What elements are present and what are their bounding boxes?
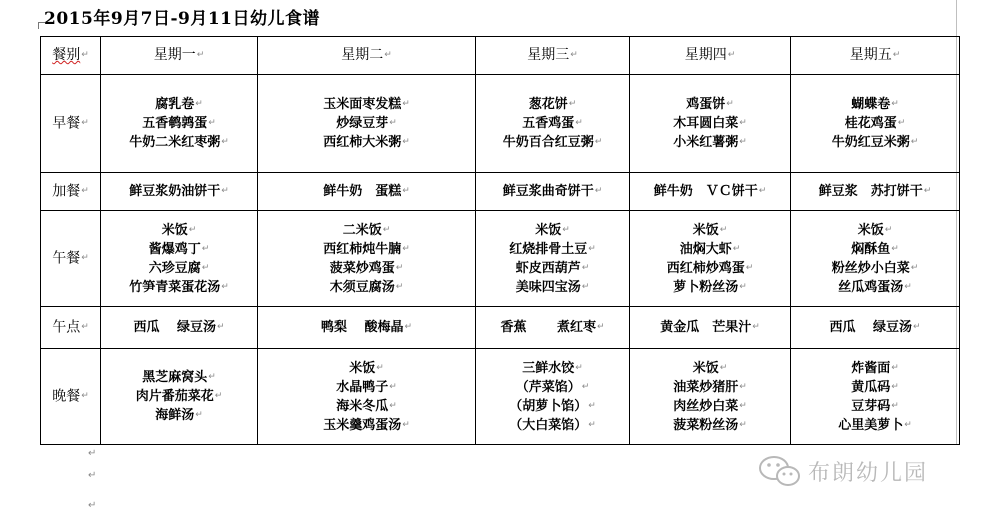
menu-cell [258, 173, 476, 211]
menu-cell [258, 349, 476, 445]
dish-item: 玉米面枣发糕↵ [323, 97, 410, 112]
dish-text: 米饭 [161, 222, 188, 238]
dish-item: 鲜豆浆奶油饼干↵ [129, 184, 229, 199]
dish-item: 米饭↵ [535, 222, 570, 238]
dish-text: 海米冬瓜 [336, 398, 389, 414]
header-label: 星期二 [341, 47, 384, 63]
header-label: 星期三 [527, 47, 570, 63]
menu-cell [258, 211, 476, 307]
dish-item: 炸酱面↵ [851, 360, 899, 376]
dish-item: 丝瓜鸡蛋汤↵ [838, 279, 912, 295]
meal-label-text: 早餐 [52, 115, 81, 132]
dish-text: 西红柿大米粥 [323, 135, 402, 150]
dish-item: （胡萝卜馅）↵ [509, 398, 596, 414]
dish-text: 粉丝炒小白菜 [831, 260, 910, 276]
header-wednesday: 星期三↵ [476, 37, 630, 75]
dish-item: 酱爆鸡丁↵ [148, 241, 210, 257]
dish-item: 五香鸡蛋↵ [522, 116, 583, 131]
dish-text: 米饭 [349, 360, 376, 376]
header-row [41, 37, 960, 75]
dish-item: 葱花饼↵ [528, 97, 577, 112]
menu-cell [258, 75, 476, 173]
header-tuesday: 星期二↵ [258, 37, 476, 75]
dish-text: 牛奶百合红豆粥 [502, 135, 594, 150]
dish-text: 木耳圆白菜 [673, 116, 739, 131]
dish-item: 炒绿豆芽↵ [336, 116, 397, 131]
dish-item: 油菜炒猪肝↵ [673, 379, 747, 395]
dish-item: 粉丝炒小白菜↵ [831, 260, 919, 276]
dish-text: 腐乳卷 [155, 97, 195, 112]
dish-item: 西红柿炒鸡蛋↵ [666, 260, 754, 276]
dish-text: 心里美萝卜 [838, 417, 904, 433]
menu-cell [630, 75, 791, 173]
meal-label-text: 午点 [52, 319, 81, 336]
dish-text: 菠菜粉丝汤 [673, 417, 739, 433]
dish-text: 鸡蛋饼 [686, 97, 726, 112]
dish-item: 牛奶二米红枣粥↵ [129, 135, 229, 150]
dish-item: 米饭↵ [349, 360, 384, 376]
dish-text: 海鲜汤 [155, 408, 195, 423]
dish-item: 豆芽码↵ [851, 398, 899, 414]
dish-item: 西瓜 绿豆汤↵ [829, 320, 921, 335]
header-label: 星期一 [153, 47, 196, 63]
dish-item: 美味四宝汤↵ [515, 279, 590, 295]
paragraph-mark: ↵ [88, 500, 97, 511]
dish-text: 水晶鸭子 [336, 379, 389, 395]
menu-cell [476, 211, 630, 307]
meal-label: 午餐↵ [41, 211, 101, 307]
paragraph-mark: ↵ [88, 448, 97, 459]
dish-text: 鲜豆浆 苏打饼干 [818, 184, 923, 199]
dish-text: 黑芝麻窝头 [142, 370, 208, 385]
dish-item: 玉米羹鸡蛋汤↵ [323, 417, 410, 433]
header-label: 星期四 [684, 47, 727, 63]
menu-cell [630, 307, 791, 349]
dish-item: 鲜豆浆 苏打饼干↵ [818, 184, 932, 199]
dish-item: 萝卜粉丝汤↵ [673, 279, 747, 295]
dish-text: 萝卜粉丝汤 [673, 279, 739, 295]
dish-item: 牛奶百合红豆粥↵ [502, 135, 603, 150]
menu-cell [630, 349, 791, 445]
header-monday: 星期一↵ [101, 37, 258, 75]
menu-cell [791, 173, 960, 211]
dish-text: 鲜牛奶 ＶＣ饼干 [653, 184, 758, 199]
dish-item: 西红柿大米粥↵ [323, 135, 410, 150]
meal-label-text: 晚餐 [52, 388, 81, 405]
menu-cell [101, 173, 258, 211]
meal-label: 晚餐↵ [41, 349, 101, 445]
dish-text: 米饭 [535, 222, 562, 238]
dish-item: 木耳圆白菜↵ [673, 116, 747, 131]
dish-text: 油菜炒猪肝 [673, 379, 739, 395]
dish-text: 五香鹌鹑蛋 [142, 116, 208, 131]
dish-text: 米饭 [857, 222, 884, 238]
dish-item: 水晶鸭子↵ [336, 379, 397, 395]
menu-cell [476, 173, 630, 211]
dish-text: 炸酱面 [851, 360, 891, 376]
dish-item: 焖酥鱼↵ [851, 241, 899, 257]
menu-cell [791, 75, 960, 173]
dish-text: 牛奶二米红枣粥 [129, 135, 221, 150]
dish-item: 米饭↵ [857, 222, 893, 238]
dish-item: 心里美萝卜↵ [838, 417, 912, 433]
weekly-menu-table [40, 36, 960, 445]
dish-text: 黄金瓜 芒果汁 [660, 320, 752, 335]
meal-row [41, 75, 960, 173]
dish-item: 腐乳卷↵ [155, 97, 203, 112]
dish-text: 小米红薯粥 [673, 135, 739, 150]
dish-item: 米饭↵ [161, 222, 197, 238]
dish-item: 鲜牛奶 ＶＣ饼干↵ [653, 184, 767, 199]
dish-item: 蝴蝶卷↵ [851, 97, 899, 112]
dish-item: 菠菜炒鸡蛋↵ [329, 260, 404, 276]
dish-text: （胡萝卜馅） [509, 398, 588, 414]
header-thursday: 星期四↵ [630, 37, 791, 75]
dish-item: 桂花鸡蛋↵ [844, 116, 906, 131]
dish-text: 油焖大虾 [679, 241, 732, 257]
dish-item: 西红柿炖牛腩↵ [323, 241, 410, 257]
paragraph-mark: ↵ [88, 470, 97, 481]
wechat-logo-icon [758, 454, 802, 488]
dish-text: 葱花饼 [528, 97, 568, 112]
dish-item: 米饭↵ [692, 222, 728, 238]
dish-text: 酱爆鸡丁 [148, 241, 201, 257]
dish-text: 丝瓜鸡蛋汤 [838, 279, 904, 295]
dish-text: 玉米羹鸡蛋汤 [323, 417, 402, 433]
page-title: 2015年9月7日-9月11日幼儿食谱 [44, 9, 321, 29]
dish-text: 三鲜水饺 [522, 360, 575, 376]
meal-row [41, 173, 960, 211]
dish-item: 六珍豆腐↵ [148, 260, 210, 276]
dish-text: 菠菜炒鸡蛋 [329, 260, 395, 276]
dish-item: 虾皮西葫芦↵ [515, 260, 590, 276]
dish-text: 鲜豆浆奶油饼干 [129, 184, 221, 199]
dish-item: 鲜豆浆曲奇饼干↵ [502, 184, 603, 199]
menu-cell [101, 75, 258, 173]
menu-cell [258, 307, 476, 349]
meal-row [41, 307, 960, 349]
dish-item: 鸭梨 酸梅晶↵ [320, 320, 413, 335]
dish-text: 豆芽码 [851, 398, 891, 414]
meal-row [41, 211, 960, 307]
meal-label: 午点↵ [41, 307, 101, 349]
menu-cell [791, 211, 960, 307]
dish-text: 玉米面枣发糕 [323, 97, 402, 112]
dish-item: 鲜牛奶 蛋糕↵ [323, 184, 410, 199]
dish-item: 小米红薯粥↵ [673, 135, 747, 150]
dish-text: 西瓜 绿豆汤 [133, 320, 216, 335]
dish-text: 西瓜 绿豆汤 [829, 320, 912, 335]
dish-text: 肉片番茄菜花 [135, 389, 214, 404]
menu-cell [101, 211, 258, 307]
menu-cell [630, 211, 791, 307]
dish-item: 五香鹌鹑蛋↵ [142, 116, 216, 131]
watermark [758, 454, 928, 488]
dish-item: 西瓜 绿豆汤↵ [133, 320, 225, 335]
meal-label-text: 午餐 [52, 250, 81, 267]
dish-item: 二米饭↵ [342, 222, 391, 238]
dish-item: 黄金瓜 芒果汁↵ [660, 320, 760, 335]
dish-text: 肉丝炒白菜 [673, 398, 739, 414]
dish-item: 香蕉 煮红枣↵ [500, 320, 605, 335]
dish-text: 竹笋青菜蛋花汤 [129, 279, 221, 295]
dish-text: 黄瓜码 [851, 379, 891, 395]
dish-text: 西红柿炒鸡蛋 [666, 260, 745, 276]
menu-cell [476, 75, 630, 173]
dish-item: 木须豆腐汤↵ [329, 279, 404, 295]
dish-text: 香蕉 煮红枣 [500, 320, 596, 335]
dish-item: 海鲜汤↵ [155, 408, 203, 423]
dish-text: 蝴蝶卷 [851, 97, 891, 112]
dish-item: 米饭↵ [692, 360, 728, 376]
dish-text: 虾皮西葫芦 [515, 260, 581, 276]
dish-item: 油焖大虾↵ [679, 241, 741, 257]
menu-cell [101, 349, 258, 445]
dish-text: 木须豆腐汤 [329, 279, 395, 295]
dish-text: 红烧排骨土豆 [509, 241, 588, 257]
menu-cell [791, 349, 960, 445]
dish-text: 牛奶红豆米粥 [831, 135, 910, 150]
meal-label-text: 加餐 [52, 183, 81, 200]
header-friday: 星期五↵ [791, 37, 960, 75]
dish-text: 焖酥鱼 [851, 241, 891, 257]
dish-text: （大白菜馅） [509, 417, 588, 433]
dish-item: 三鲜水饺↵ [522, 360, 583, 376]
dish-item: （大白菜馅）↵ [509, 417, 596, 433]
dish-text: 西红柿炖牛腩 [323, 241, 402, 257]
header-label: 星期五 [849, 47, 892, 63]
dish-text: 米饭 [692, 360, 719, 376]
dish-text: 五香鸡蛋 [522, 116, 575, 131]
dish-item: 菠菜粉丝汤↵ [673, 417, 747, 433]
meal-row [41, 349, 960, 445]
dish-text: 炒绿豆芽 [336, 116, 389, 131]
dish-text: 鲜豆浆曲奇饼干 [502, 184, 594, 199]
dish-item: 海米冬瓜↵ [336, 398, 397, 414]
meal-label: 加餐↵ [41, 173, 101, 211]
dish-item: 竹笋青菜蛋花汤↵ [129, 279, 229, 295]
menu-cell [630, 173, 791, 211]
dish-item: 黄瓜码↵ [851, 379, 899, 395]
menu-cell [476, 349, 630, 445]
dish-text: 米饭 [692, 222, 719, 238]
header-meal-type: 餐别↵ [41, 37, 101, 75]
dish-text: 鲜牛奶 蛋糕 [323, 184, 402, 199]
dish-item: （芹菜馅）↵ [515, 379, 590, 395]
dish-text: 六珍豆腐 [148, 260, 201, 276]
dish-item: 黑芝麻窝头↵ [142, 370, 216, 385]
dish-text: 二米饭 [342, 222, 382, 238]
dish-item: 鸡蛋饼↵ [686, 97, 734, 112]
menu-cell [476, 307, 630, 349]
dish-item: 肉片番茄菜花↵ [135, 389, 223, 404]
menu-cell [101, 307, 258, 349]
dish-item: 牛奶红豆米粥↵ [831, 135, 919, 150]
margin-corner-mark [38, 22, 45, 29]
dish-text: 美味四宝汤 [515, 279, 581, 295]
dish-item: 肉丝炒白菜↵ [673, 398, 747, 414]
menu-cell [791, 307, 960, 349]
dish-text: （芹菜馅） [515, 379, 581, 395]
dish-text: 桂花鸡蛋 [844, 116, 897, 131]
dish-item: 红烧排骨土豆↵ [509, 241, 596, 257]
meal-label: 早餐↵ [41, 75, 101, 173]
watermark-text: 布朗幼儿园 [808, 460, 929, 486]
header-label: 餐别 [52, 47, 81, 63]
dish-text: 鸭梨 酸梅晶 [320, 320, 404, 335]
